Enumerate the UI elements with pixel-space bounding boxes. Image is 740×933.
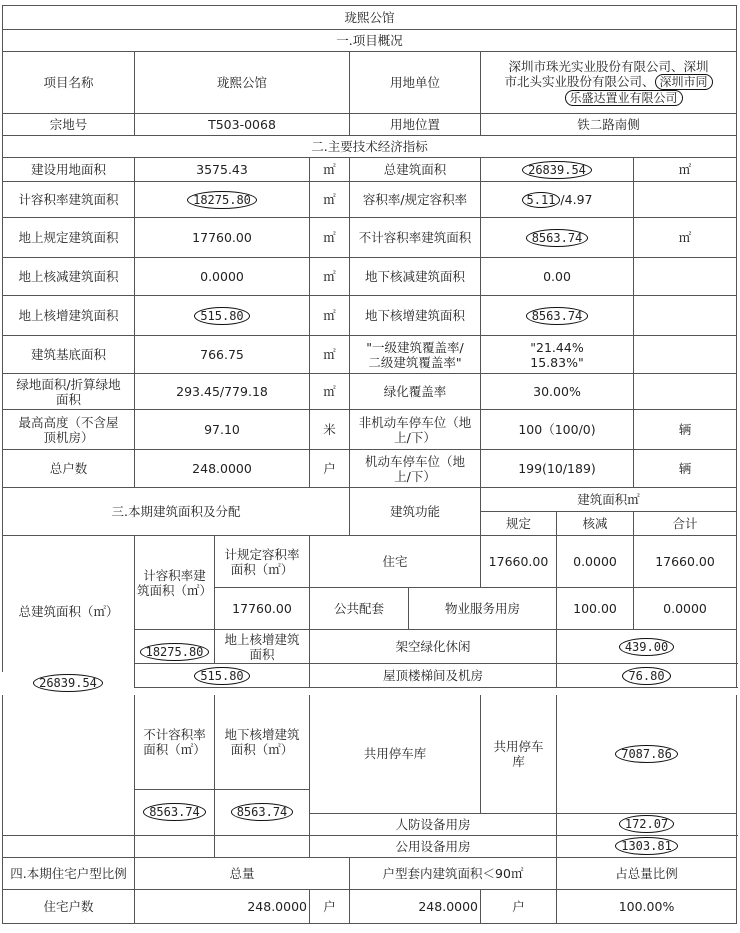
- table-row: 总户数 248.0000 户 机动车停车位（地 上/下） 199(10/189) 辆: [3, 450, 737, 488]
- section-1-header: 一.项目概况: [3, 30, 737, 52]
- table-row: 地上规定建筑面积 17760.00 ㎡ 不计容积率建筑面积 8563.74 ㎡: [3, 218, 737, 258]
- section-3-header: 三.本期建筑面积及分配: [3, 488, 350, 536]
- location-value: 铁二路南侧: [481, 114, 737, 136]
- location-label: 用地位置: [350, 114, 481, 136]
- circled-text: 深圳市同: [655, 74, 713, 90]
- circled-value: 172.07: [619, 815, 674, 833]
- table-row: 最高高度（不含屋 顶机房） 97.10 米 非机动车停车位（地 上/下） 100（100/0) 辆: [3, 410, 737, 450]
- total-area-label: 总建筑面积（㎡）: [3, 536, 135, 688]
- circled-value: 18275.80: [187, 191, 257, 209]
- parcel-label: 宗地号: [3, 114, 135, 136]
- circled-value: 5.11: [522, 192, 561, 208]
- total-area-value-cell: [2, 672, 134, 694]
- table-row: 计容积率建筑面积 18275.80 ㎡ 容积率/规定容积率 5.11 /4.97: [3, 182, 737, 218]
- project-name-value: 珑熙公馆: [135, 52, 350, 114]
- project-summary-table-lower: 不计容积率 面积（㎡） 地下核增建筑 面积（㎡） 共用停车库 共用停车 库 7087.86 8563.74 8563.74 人防设备用房 172.07 公用设备用房 1303.81 四.本期住宅户型比例 总量 户型套内建筑面积＜90㎡ 占总量比例 住宅户数 248.0000 户 248.0000 户 100.00%: [2, 695, 737, 924]
- circled-value: 7087.86: [615, 745, 678, 763]
- circled-value: 26839.54: [522, 161, 592, 179]
- table-row: 地上核减建筑面积 0.0000 ㎡ 地下核减建筑面积 0.00: [3, 258, 737, 296]
- circled-value: 515.80: [194, 307, 249, 325]
- circled-value: 8563.74: [526, 307, 589, 325]
- section-4-header: 四.本期住宅户型比例: [3, 857, 135, 889]
- project-name-label: 项目名称: [3, 52, 135, 114]
- circled-value: 8563.74: [526, 229, 589, 247]
- building-function-label: 建筑功能: [350, 488, 481, 536]
- table-row: 建设用地面积 3575.43 ㎡ 总建筑面积 26839.54 ㎡: [3, 158, 737, 182]
- project-summary-table: 珑熙公馆 一.项目概况 项目名称 珑熙公馆 用地单位 深圳市珠光实业股份有限公司、深圳 市北头实业股份有限公司、 深圳市同 乐盛达置业有限公司 宗地号 T503-0068 用地位置 铁二路南侧 二.主要技术经济指标 建设用地面积 3575.43 ㎡ 总建筑面积 26839.54 ㎡ 计容积率建筑面积 18275.80 ㎡ 容积率/规定容积率 5.11 /4.97 地上规定建筑面积 17760.00 ㎡ 不计容积率建筑面积 8563.74 ㎡ 地上核减建筑面积 0.0000 ㎡ 地下核减建筑面积 0.00 地上核增建筑面积 515.80 ㎡ 地下核增建筑面积 8563.74 建筑基底面积 766.75 ㎡ "一级建筑覆盖率/ 二级建筑覆盖率" "21.44% 15.83%" 绿地面积/折算绿地 面积 293.45/779.18 ㎡ 绿化覆盖率 30.00% 最高高度（不含屋 顶机房） 97.10 米 非机动车停车位（地 上/下） 100（100/0) 辆 总户数 248.0000 户 机动车停车位（地 上/下） 199(10/189) 辆 三.本期建筑面积及分配 建筑功能 建筑面积㎡ 规定 核减 合计 总建筑面积（㎡） 计容积率建 筑面积（㎡） 计规定容积率 面积（㎡） 住宅 17660.00 0.0000 17660.00 17760.00 公共配套 物业服务用房 100.00 0.0000 18275.80 地上核增建筑 面积 架空绿化休闲 439.00 515.80 屋顶楼梯间及机房 76.80: [2, 5, 737, 688]
- circled-value: 439.00: [619, 638, 674, 656]
- circled-text: 乐盛达置业有限公司: [565, 90, 683, 106]
- building-area-label: 建筑面积㎡: [481, 488, 737, 512]
- land-unit-label: 用地单位: [350, 52, 481, 114]
- land-unit-value: 深圳市珠光实业股份有限公司、深圳 市北头实业股份有限公司、 深圳市同 乐盛达置业有限公司: [481, 52, 737, 114]
- circled-value: 515.80: [194, 667, 249, 685]
- section-2-header: 二.主要技术经济指标: [3, 136, 737, 158]
- table-title: 珑熙公馆: [3, 6, 737, 30]
- circled-value: 26839.54: [33, 674, 103, 692]
- table-row: 地上核增建筑面积 515.80 ㎡ 地下核增建筑面积 8563.74: [3, 296, 737, 336]
- circled-value: 8563.74: [143, 803, 206, 821]
- table-row: 绿地面积/折算绿地 面积 293.45/779.18 ㎡ 绿化覆盖率 30.00%: [3, 374, 737, 410]
- circled-value: 18275.80: [140, 643, 210, 661]
- circled-value: 8563.74: [231, 803, 294, 821]
- parcel-value: T503-0068: [135, 114, 350, 136]
- table-row: 建筑基底面积 766.75 ㎡ "一级建筑覆盖率/ 二级建筑覆盖率" "21.44% 15.83%": [3, 336, 737, 374]
- circled-value: 1303.81: [615, 837, 678, 855]
- circled-value: 76.80: [622, 667, 670, 685]
